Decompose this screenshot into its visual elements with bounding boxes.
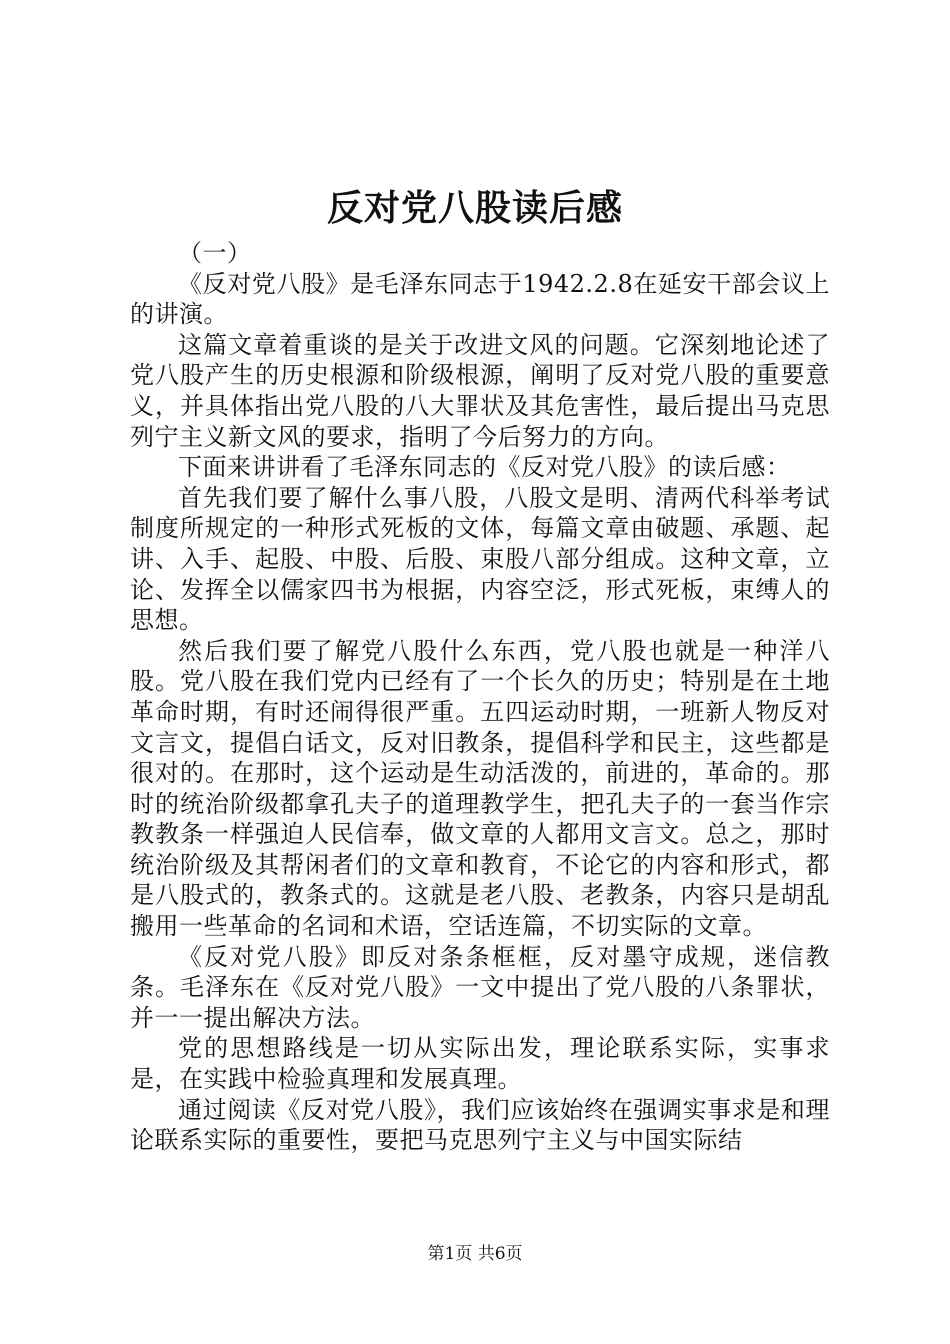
paragraph-7: 《反对党八股》即反对条条框框，反对墨守成规，迷信教条。毛泽东在《反对党八股》一文中提出了党八股的八条罪状，并一一提出解决方法。 bbox=[130, 942, 830, 1032]
paragraph-5: 首先我们要了解什么事八股，八股文是明、清两代科举考试制度所规定的一种形式死板的文体，每篇文章由破题、承题、起讲、入手、起股、中股、后股、束股八部分组成。这种文章，立论、发挥全以儒家四书为根据，内容空泛，形式死板，束缚人的思想。 bbox=[130, 483, 830, 635]
paragraph-2: 《反对党八股》是毛泽东同志于1942.2.8在延安干部会议上的讲演。 bbox=[130, 269, 830, 329]
paragraph-6: 然后我们要了解党八股什么东西，党八股也就是一种洋八股。党八股在我们党内已经有了一个长久的历史；特别是在土地革命时期，有时还闹得很严重。五四运动时期，一班新人物反对文言文，提倡白话文，反对旧教条，提倡科学和民主，这些都是很对的。在那时，这个运动是生动活泼的，前进的，革命的。那时的统治阶级都拿孔夫子的道理教学生，把孔夫子的一套当作宗教教条一样强迫人民信奉，做文章的人都用文言文。总之，那时统治阶级及其帮闲者们的文章和教育，不论它的内容和形式，都是八股式的，教条式的。这就是老八股、老教条，内容只是胡乱搬用一些革命的名词和术语，空话连篇，不切实际的文章。 bbox=[130, 636, 830, 941]
paragraph-4: 下面来讲讲看了毛泽东同志的《反对党八股》的读后感： bbox=[178, 453, 791, 482]
document-title: 反对党八股读后感 bbox=[326, 187, 623, 229]
document-body bbox=[130, 238, 830, 1156]
paragraph-1: （一） bbox=[178, 239, 252, 267]
paragraph-9: 通过阅读《反对党八股》，我们应该始终在强调实事求是和理论联系实际的重要性，要把马克思列宁主义与中国实际结 bbox=[130, 1095, 830, 1155]
page-number-footer: 第1页 共6页 bbox=[427, 1244, 523, 1264]
paragraph-3: 这篇文章着重谈的是关于改进文风的问题。它深刻地论述了党八股产生的历史根源和阶级根源，阐明了反对党八股的重要意义，并具体指出党八股的八大罪状及其危害性，最后提出马克思列宁主义新文风的要求，指明了今后努力的方向。 bbox=[130, 330, 830, 451]
paragraph-8: 党的思想路线是一切从实际出发，理论联系实际，实事求是，在实践中检验真理和发展真理。 bbox=[130, 1034, 830, 1094]
